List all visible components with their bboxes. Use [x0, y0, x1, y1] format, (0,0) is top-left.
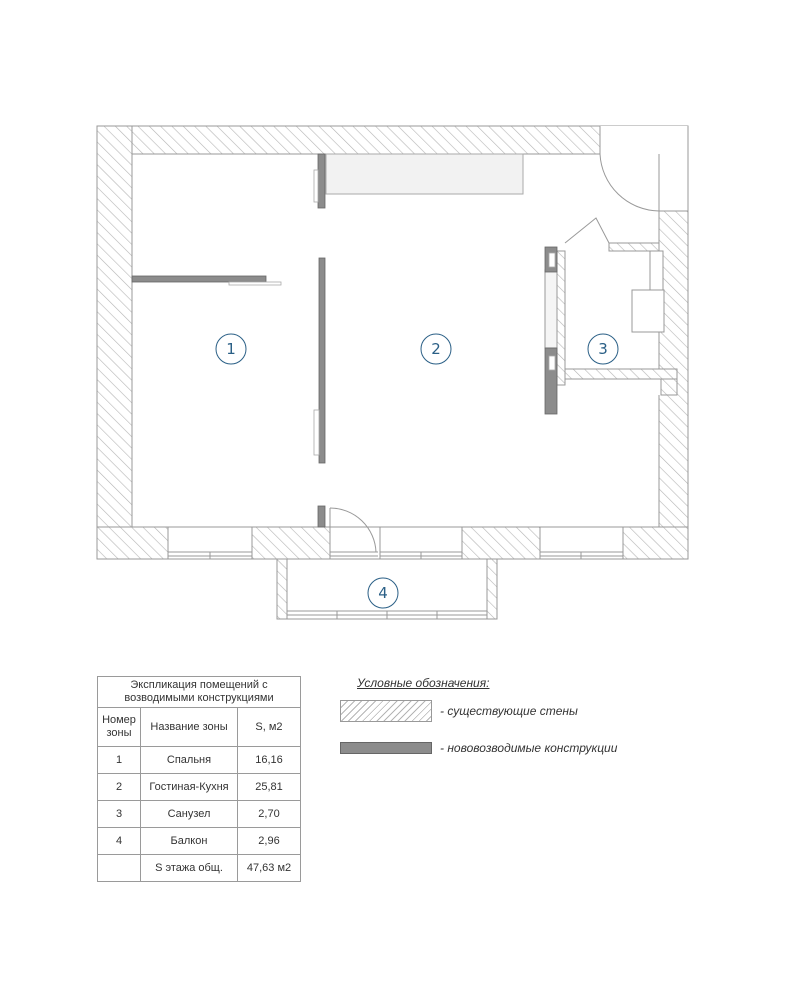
- room-label-4: [368, 578, 398, 608]
- kitchen-counter: [326, 154, 523, 194]
- total-area: 47,63 м2: [238, 855, 301, 882]
- table-row: [98, 801, 301, 828]
- row-area: 25,81: [238, 774, 301, 801]
- table-header-row: [98, 708, 301, 747]
- svg-text:3: 3: [598, 340, 608, 358]
- hatch-swatch: [340, 700, 432, 722]
- windows: [168, 527, 623, 619]
- svg-text:1: 1: [226, 340, 236, 358]
- total-number: [98, 855, 141, 882]
- legend-title: Условные обозначения:: [357, 676, 490, 690]
- explication-table: [97, 676, 301, 882]
- header-number: Номер зоны: [98, 708, 141, 747]
- legend-new-walls-label: - нововозводимые конструкции: [440, 741, 618, 755]
- entrance-door: [600, 126, 688, 211]
- row-number: 4: [98, 828, 141, 855]
- legend-existing-walls: [340, 699, 578, 723]
- table-row: [98, 774, 301, 801]
- header-area: S, м2: [238, 708, 301, 747]
- row-name: Спальня: [141, 747, 238, 774]
- svg-text:2: 2: [431, 340, 441, 358]
- row-area: 16,16: [238, 747, 301, 774]
- balcony-door: [330, 508, 380, 559]
- table-total-row: [98, 855, 301, 882]
- solid-swatch: [340, 742, 432, 754]
- table-row: [98, 747, 301, 774]
- row-number: 2: [98, 774, 141, 801]
- table-title: Экспликация помещений с возводимыми конструкциями: [97, 676, 301, 707]
- row-name: Балкон: [141, 828, 238, 855]
- row-name: Санузел: [141, 801, 238, 828]
- row-area: 2,70: [238, 801, 301, 828]
- row-number: 3: [98, 801, 141, 828]
- total-label: S этажа общ.: [141, 855, 238, 882]
- row-area: 2,96: [238, 828, 301, 855]
- legend-new-walls: [340, 736, 617, 760]
- header-name: Название зоны: [141, 708, 238, 747]
- legend-existing-walls-label: - существующие стены: [440, 704, 578, 718]
- room-label-1: [216, 334, 246, 364]
- table-row: [98, 828, 301, 855]
- room-label-3: [588, 334, 618, 364]
- new-partitions: [132, 154, 557, 527]
- row-number: 1: [98, 747, 141, 774]
- svg-text:4: 4: [378, 584, 388, 602]
- room-label-2: [421, 334, 451, 364]
- row-name: Гостиная-Кухня: [141, 774, 238, 801]
